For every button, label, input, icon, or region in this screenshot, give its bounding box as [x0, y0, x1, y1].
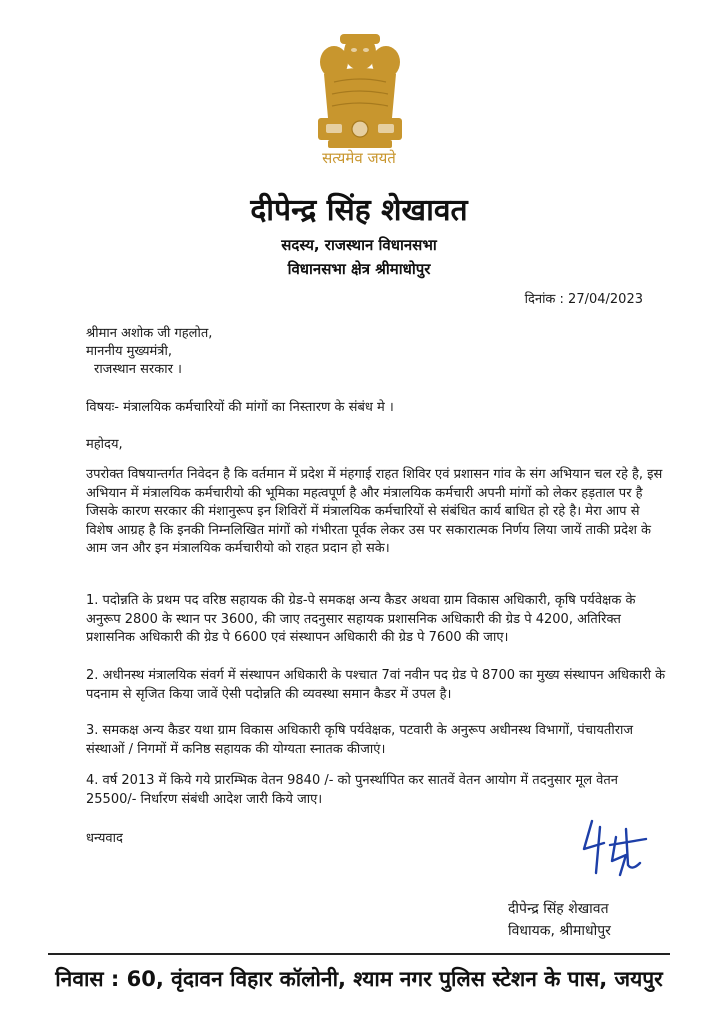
addressee-block [86, 325, 212, 379]
handwritten-signature-icon [570, 815, 660, 885]
closing-thanks: धन्यवाद [86, 831, 123, 846]
addressee-office: राजस्थान सरकार । [94, 362, 182, 377]
letter-subject: विषयः- मंत्रालयिक कर्मचारियों की मांगों का निस्तारण के संबंध मे । [86, 400, 394, 415]
letterhead-name: दीपेन्द्र सिंह शेखावत [250, 193, 468, 228]
footer-divider [48, 953, 670, 955]
signer-title: विधायक, श्रीमाधोपुर [508, 923, 611, 939]
addressee-title: माननीय मुख्यमंत्री, [86, 344, 172, 359]
salutation: महोदय, [86, 437, 123, 452]
letterhead-designation [0, 233, 718, 281]
signer-block [508, 898, 611, 942]
demand-item-4: 4. वर्ष 2013 में किये गये प्रारम्भिक वेतन 9840 /- को पुनर्स्थापित कर सातवें वेतन आयोग में तदनुसार मूल वेतन 25500/- निर्धारण संबंधी आदेश जारी किये जाए। [86, 773, 619, 807]
constituency-line: विधानसभा क्षेत्र श्रीमाधोपुर [287, 260, 431, 278]
letter-date: दिनांक : 27/04/2023 [524, 292, 643, 307]
national-motto: सत्यमेव जयते [322, 149, 396, 167]
demand-item-1: 1. पदोन्नति के प्रथम पद वरिष्ठ सहायक की ग्रेड-पे समकक्ष अन्य कैडर अथवा ग्राम विकास अधिकारी, कृषि पर्यवेक्षक के अनुरूप 2800 के स्थान पर 3600, की जाए तदनुसार सहायक प्रशासनिक अधिकारी की ग्रेड पे 4200, अतिरिक्त प्रशासनिक अधिकारी की ग्रेड पे 6600 एवं संस्थापन अधिकारी की ग्रेड पे 7600 की जाए। [86, 593, 636, 645]
designation-line: सदस्य, राजस्थान विधानसभा [281, 236, 437, 254]
intro-paragraph: उपरोक्त विषयान्तर्गत निवेदन है कि वर्तमान में प्रदेश में मंहगाई राहत शिविर एवं प्रशासन गांव के संग अभियान चल रहे है, इस अभियान में मंत्रालयिक कर्मचारीयो की भूमिका महत्वपूर्ण है और मंत्रालयिक कर्मचारी अपनी मांगों को लेकर हड़ताल पर है जिसके कारण सरकार की मंशानुरूप इन शिविरों में मंत्रालयिक कर्मचारियों से संबंधित कार्य बाधित हो रहे है। मेरा आप से विशेष आग्रह है कि इनकी निम्नलिखित मांगों को गंभीरता पूर्वक लेकर उस पर सकारात्मक निर्णय लिया जायें ताकी प्रदेश के आम जन और इन मंत्रालयिक कर्मचारीयो को राहत प्रदान हो सके। [86, 467, 663, 556]
signer-name: दीपेन्द्र सिंह शेखावत [508, 901, 609, 917]
footer-address: निवास : 60, वृंदावन विहार कॉलोनी, श्याम नगर पुलिस स्टेशन के पास, जयपुर [55, 967, 663, 991]
demand-item-3: 3. समकक्ष अन्य कैडर यथा ग्राम विकास अधिकारी कृषि पर्यवेक्षक, पटवारी के अनुरूप अधीनस्थ विभागों, पंचायतीराज संस्थाओं / निगमों में कनिष्ठ सहायक की योग्यता स्नातक कीजाएं। [86, 723, 634, 757]
demand-item-2: 2. अधीनस्थ मंत्रालयिक संवर्ग में संस्थापन अधिकारी के पश्चात 7वां नवीन पद ग्रेड पे 8700 का मुख्य संस्थापन अधिकारी के पदनाम से सृजित किया जावें ऐसी पदोन्नति की व्यवस्था समान कैडर में उपल है। [86, 668, 666, 702]
addressee-name: श्रीमान अशोक जी गहलोत, [86, 326, 213, 341]
